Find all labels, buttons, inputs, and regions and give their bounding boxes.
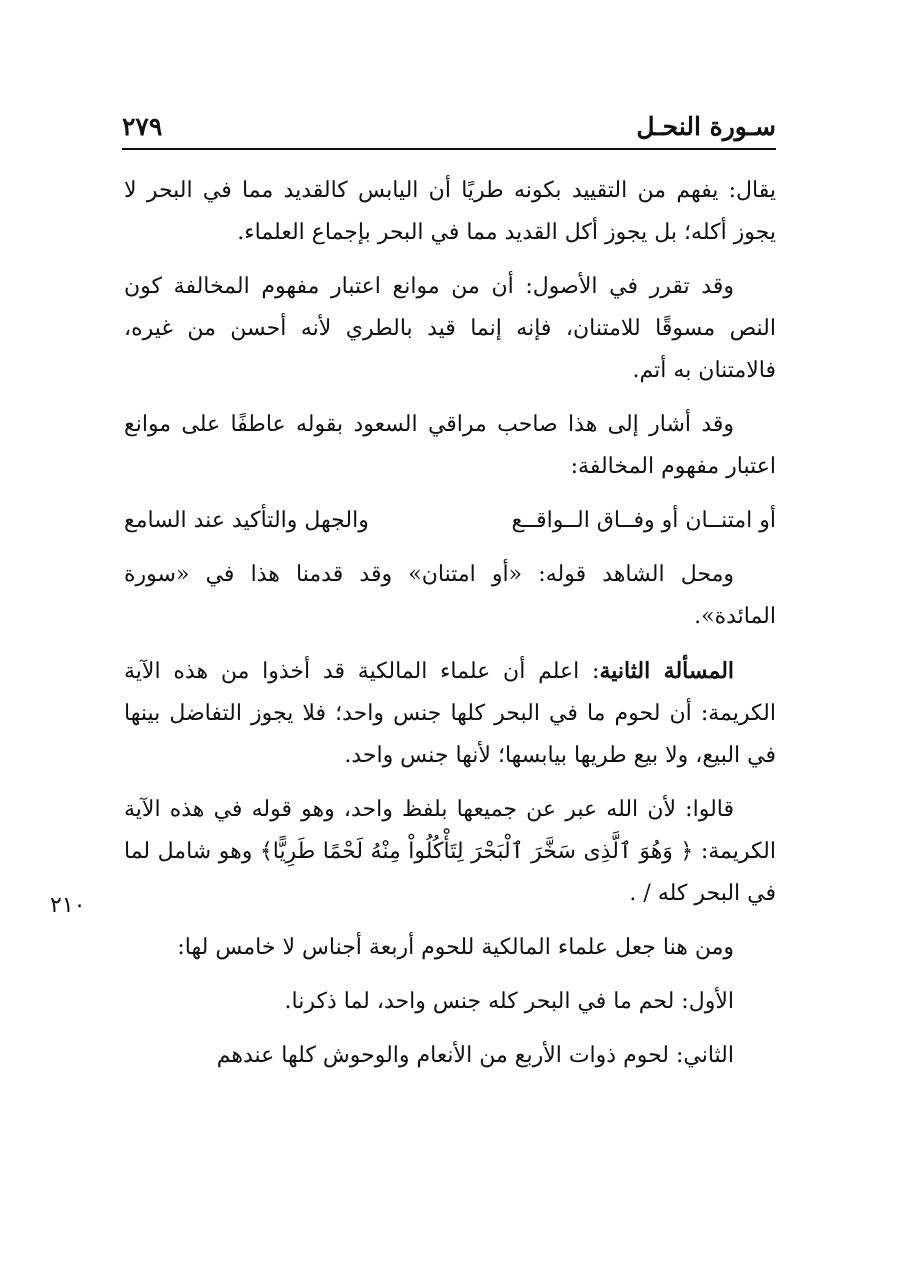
paragraph-4: ومحل الشاهد قوله: «أو امتنان» وقد قدمنا هذا في «سورة المائدة». [124,562,776,629]
verse-second-hemistich: والجهل والتأكيد عند السامع [124,508,369,533]
issue-heading: المسألة الثانية [599,658,735,684]
list-item-first: الأول: لحم ما في البحر كله جنس واحد، لما ذكرنا. [284,989,734,1014]
paragraph-2: وقد تقرر في الأصول: أن من موانع اعتبار مفهوم المخالفة كون النص مسوقًا للامتنان، فإنه إنما قيد بالطري لأنه أحسن من غيره، فالامتنان به أتم. [124,274,776,383]
list-item-second: الثاني: لحوم ذوات الأربع من الأنعام والوحوش كلها عندهم [216,1043,734,1068]
paragraph-5 [124,650,776,777]
paragraph-6-outro: وهو شامل لما في البحر كله / . [124,839,776,906]
paragraph-7: ومن هنا جعل علماء المالكية للحوم أربعة أجناس لا خامس لها: [177,935,734,960]
paragraph-5-text: : اعلم أن علماء المالكية قد أخذوا من هذه الآية الكريمة: أن لحوم ما في البحر كلها جنس واحد؛ فلا يجوز التفاضل بينها في البيع، ولا بيع طريها بيابسها؛ لأنها جنس واحد. [124,659,776,768]
verse-first-hemistich: أو امتنــان أو وفــاق الــواقــع [511,508,776,533]
paragraph-6 [124,789,776,915]
poetry-verse [124,500,776,542]
page-number: ٢٧٩ [122,112,163,141]
quran-verse: ﴿ وَهُوَ ٱلَّذِى سَخَّرَ ٱلْبَحْرَ لِتَأْكُلُواْ مِنْهُ لَحْمًا طَرِيًّا﴾ [259,839,694,864]
paragraph-6-intro: قالوا: لأن الله عبر عن جميعها بلفظ واحد، وهو قوله في هذه الآية الكريمة: [124,797,776,864]
running-title: سـورة النحـل [636,112,776,141]
paragraph-3: وقد أشار إلى هذا صاحب مراقي السعود بقوله عاطفًا على موانع اعتبار مفهوم المخالفة: [124,412,776,479]
page-header [122,102,776,150]
page-body [124,170,776,1089]
paragraph-1: يقال: يفهم من التقييد بكونه طريًا أن اليابس كالقديد مما في البحر لا يجوز أكله؛ بل يجوز أكل القديد مما في البحر بإجماع العلماء. [124,178,776,245]
margin-page-reference: ٢١٠ [50,893,86,918]
